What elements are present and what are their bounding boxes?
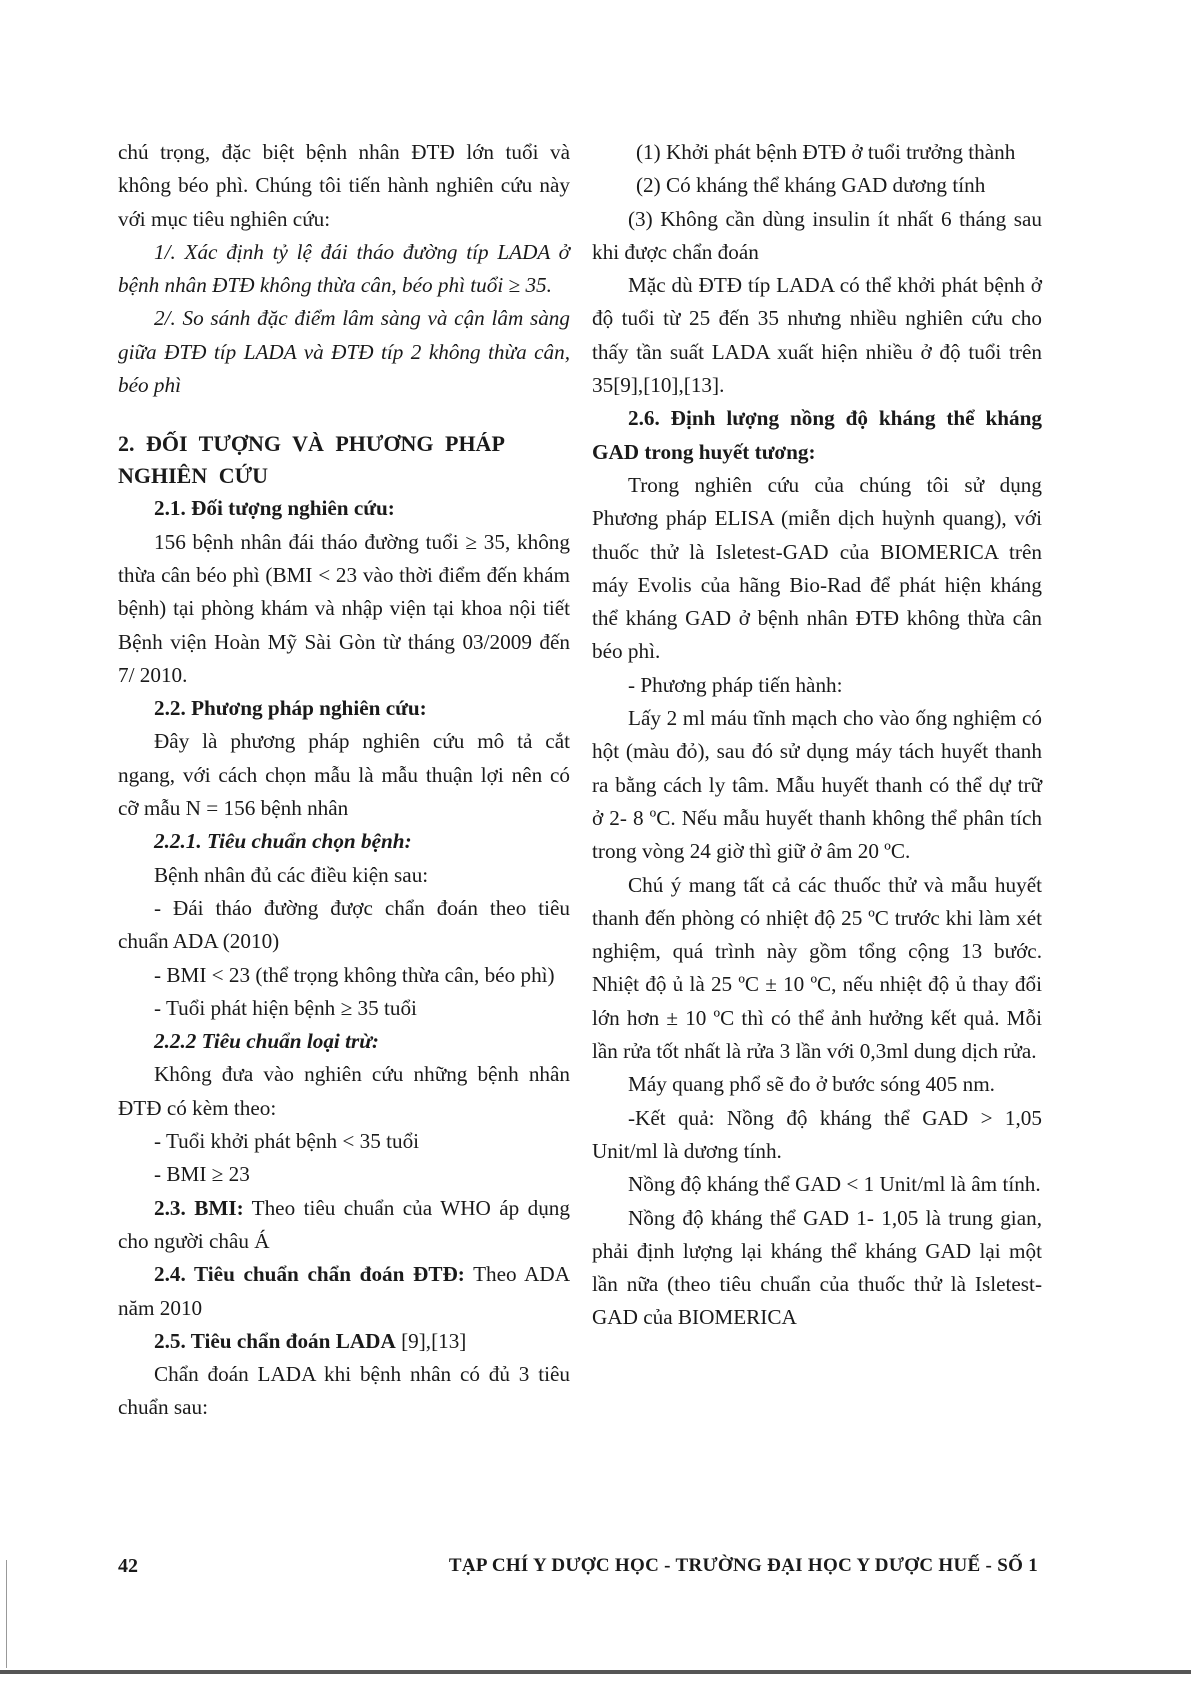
result-positive: -Kết quả: Nồng độ kháng thể GAD > 1,05 Unit/ml là dương tính. — [592, 1105, 1042, 1163]
inclusion-item-2: - BMI < 23 (thể trọng không thừa cân, béo phì) — [154, 962, 555, 987]
subsection-2-5-refs: [9],[13] — [395, 1328, 467, 1353]
result-borderline: Nồng độ kháng thể GAD 1- 1,05 là trung gian, phải định lượng lại kháng thể kháng GAD lại một lần nữa (theo tiêu chuẩn của thuốc thử là Isletest-GAD của BIOMERICA — [592, 1205, 1042, 1330]
elisa-paragraph: Trong nghiên cứu của chúng tôi sử dụng Phương pháp ELISA (miễn dịch huỳnh quang), với thuốc thử là Isletest-GAD của BIOMERICA trên máy Evolis của hãng Bio-Rad để phát hiện kháng thể kháng GAD ở bệnh nhân ĐTĐ không thừa cân béo phì. — [592, 472, 1042, 664]
subsection-2-6-heading: 2.6. Định lượng nồng độ kháng thể kháng GAD trong huyết tương: — [592, 406, 1042, 464]
objective-2: 2/. So sánh đặc điểm lâm sàng và cận lâm sàng giữa ĐTĐ típ LADA và ĐTĐ típ 2 không thừa cân, béo phì — [118, 306, 570, 398]
right-column — [592, 136, 1042, 1335]
method-paragraph: Đây là phương pháp nghiên cứu mô tả cắt ngang, với cách chọn mẫu là mẫu thuận lợi nên có cỡ mẫu N = 156 bệnh nhân — [118, 729, 570, 821]
page-number: 42 — [118, 1555, 138, 1577]
subsection-2-3-label: 2.3. BMI: — [154, 1195, 244, 1220]
incubation-paragraph: Chú ý mang tất cả các thuốc thử và mẫu huyết thanh đến phòng có nhiệt độ 25 ºC trước khi làm xét nghiệm, quá trình này gồm tổng cộng 13 bước. Nhiệt độ ủ là 25 ºC ± 10 ºC, nếu nhiệt độ ủ thay đổi lớn hơn ± 10 ºC thì có thể ảnh hưởng kết quả. Mỗi lần rửa tốt nhất là rửa 3 lần với 0,3ml dung dịch rửa. — [592, 872, 1042, 1064]
lada-criterion-1: (1) Khởi phát bệnh ĐTĐ ở tuổi trưởng thành — [636, 140, 1016, 164]
subsection-2-4-label: 2.4. Tiêu chuẩn chẩn đoán ĐTĐ: — [154, 1262, 465, 1287]
section-heading-2: 2. ĐỐI TƯỢNG VÀ PHƯƠNG PHÁP NGHIÊN CỨU — [118, 431, 504, 489]
journal-title: TẠP CHÍ Y DƯỢC HỌC - TRƯỜNG ĐẠI HỌC Y DƯỢC HUẾ - SỐ 1 — [448, 1555, 1038, 1576]
subsection-2-2-2-heading: 2.2.2 Tiêu chuẩn loại trừ: — [154, 1029, 379, 1054]
left-column — [118, 136, 570, 1425]
subsection-2-2-1-heading: 2.2.1. Tiêu chuẩn chọn bệnh: — [154, 829, 412, 854]
lada-criteria-intro: Chẩn đoán LADA khi bệnh nhân có đủ 3 tiêu chuẩn sau: — [118, 1362, 570, 1420]
inclusion-item-1: - Đái tháo đường được chẩn đoán theo tiêu chuẩn ADA (2010) — [118, 895, 570, 954]
sample-paragraph: Lấy 2 ml máu tĩnh mạch cho vào ống nghiệm có hột (màu đỏ), sau đó sử dụng máy tách huyết thanh ra bằng cách ly tâm. Mẫu huyết thanh có thể dự trữ ở 2- 8 ºC. Nếu mẫu huyết thanh không thể phân tích trong vòng 24 giờ thì giữ ở âm 20 ºC. — [592, 706, 1042, 864]
subsection-2-3 — [118, 1192, 570, 1259]
subsection-2-5 — [118, 1325, 570, 1358]
scan-bottom-border — [0, 1670, 1191, 1674]
subsection-2-1-heading: 2.1. Đối tượng nghiên cứu: — [154, 496, 395, 521]
subsection-2-5-label: 2.5. Tiêu chẩn đoán LADA — [154, 1328, 396, 1353]
exclusion-item-2: - BMI ≥ 23 — [154, 1162, 250, 1187]
inclusion-intro: Bệnh nhân đủ các điều kiện sau: — [154, 862, 429, 887]
objective-1: 1/. Xác định tỷ lệ đái tháo đường típ LADA ở bệnh nhân ĐTĐ không thừa cân, béo phì tuổi ≥ 35. — [118, 239, 570, 298]
lada-criterion-3: (3) Không cần dùng insulin ít nhất 6 tháng sau khi được chẩn đoán — [592, 206, 1042, 264]
spectrophotometer-paragraph: Máy quang phổ sẽ đo ở bước sóng 405 nm. — [628, 1072, 995, 1097]
subsection-2-4 — [118, 1258, 570, 1325]
subsection-2-2-heading: 2.2. Phương pháp nghiên cứu: — [154, 696, 427, 721]
subsection-2-3-text: Theo tiêu chuẩn của WHO áp dụng cho người châu Á — [118, 1195, 570, 1253]
lada-criterion-2: (2) Có kháng thể kháng GAD dương tính — [636, 173, 986, 198]
subsection-2-4-text: Theo ADA năm 2010 — [118, 1262, 570, 1320]
intro-paragraph: chú trọng, đặc biệt bệnh nhân ĐTĐ lớn tuổi và không béo phì. Chúng tôi tiến hành nghiên cứu này với mục tiêu nghiên cứu: — [118, 140, 570, 231]
inclusion-item-3: - Tuổi phát hiện bệnh ≥ 35 tuổi — [154, 995, 417, 1020]
result-negative: Nồng độ kháng thể GAD < 1 Unit/ml là âm tính. — [628, 1172, 1041, 1197]
subjects-paragraph: 156 bệnh nhân đái tháo đường tuổi ≥ 35, không thừa cân béo phì (BMI < 23 vào thời điểm đến khám bệnh) tại phòng khám và nhập viện tại khoa nội tiết Bệnh viện Hoàn Mỹ Sài Gòn từ tháng 03/2009 đến 7/ 2010. — [118, 529, 570, 687]
exclusion-intro: Không đưa vào nghiên cứu những bệnh nhân ĐTĐ có kèm theo: — [118, 1062, 570, 1120]
exclusion-item-1: - Tuổi khởi phát bệnh < 35 tuổi — [154, 1129, 420, 1154]
scan-edge-line — [6, 1560, 7, 1668]
procedure-label: - Phương pháp tiến hành: — [628, 672, 843, 697]
lada-age-paragraph: Mặc dù ĐTĐ típ LADA có thể khởi phát bệnh ở độ tuổi từ 25 đến 35 nhưng nhiều nghiên cứu cho thấy tần suất LADA xuất hiện nhiều ở độ tuổi trên 35[9],[10],[13]. — [592, 273, 1042, 398]
